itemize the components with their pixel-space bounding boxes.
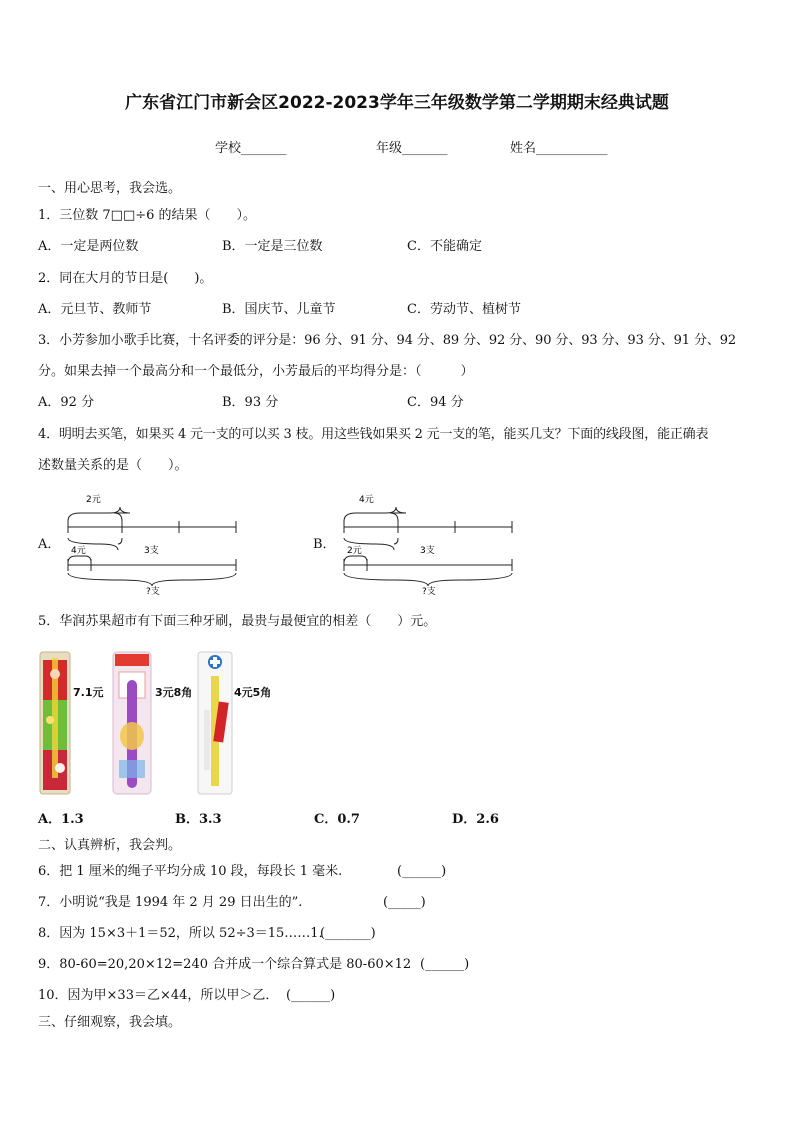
q9-text: 9．80-60=20,20×12=240 合并成一个综合算式是 80-60×12 bbox=[38, 957, 412, 972]
q3-text-line1: 3．小芳参加小歌手比赛，十名评委的评分是：96 分、91 分、94 分、89 分、92 分、90 分、93 分、93 分、91 分、92 bbox=[38, 333, 737, 348]
q7-text: 7．小明说“我是 1994 年 2 月 29 日出生的”. bbox=[38, 895, 303, 910]
q5-option-b: B．3.3 bbox=[175, 812, 222, 827]
q9-blank: (______) bbox=[420, 957, 470, 972]
diagram-a-top-label: 2元 bbox=[86, 495, 101, 505]
q4-option-a: A． bbox=[38, 537, 61, 552]
q5-option-c: C．0.7 bbox=[314, 812, 360, 827]
toothbrush-2-image bbox=[111, 650, 153, 796]
q8-blank: (_______) bbox=[320, 926, 376, 941]
price-1: 7.1元 bbox=[73, 686, 104, 699]
toothbrush-1-image bbox=[38, 650, 72, 796]
diagram-b-mid-label1: 2元 bbox=[347, 546, 362, 556]
q4-diagram-a bbox=[60, 490, 245, 598]
q2-option-c: C．劳动节、植树节 bbox=[407, 302, 521, 317]
q2-text: 2．同在大月的节日是( )。 bbox=[38, 271, 213, 286]
grade-field: 年级_______ bbox=[376, 141, 448, 156]
diagram-a-mid-label2: 3支 bbox=[144, 546, 159, 556]
diagram-b-bottom-label: ?支 bbox=[422, 587, 436, 597]
q6-blank: (______) bbox=[397, 864, 447, 879]
q2-option-a: A．元旦节、教师节 bbox=[38, 302, 152, 317]
section-2-heading: 二、认真辨析，我会判。 bbox=[38, 838, 182, 853]
q5-option-d: D．2.6 bbox=[452, 812, 499, 827]
q1-text: 1．三位数 7□□÷6 的结果（ ）。 bbox=[38, 208, 257, 223]
price-3: 4元5角 bbox=[234, 686, 272, 699]
q2-option-b: B．国庆节、儿童节 bbox=[222, 302, 336, 317]
section-1-heading: 一、用心思考，我会选。 bbox=[38, 181, 182, 196]
q1-option-c: C．不能确定 bbox=[407, 239, 482, 254]
q7-blank: (_____) bbox=[383, 895, 426, 910]
diagram-b-mid-label2: 3支 bbox=[420, 546, 435, 556]
q1-option-a: A．一定是两位数 bbox=[38, 239, 139, 254]
q3-option-b: B．93 分 bbox=[222, 395, 279, 410]
q10-blank: (______) bbox=[286, 988, 336, 1003]
q4-text-line1: 4．明明去买笔，如果买 4 元一支的可以买 3 枝。用这些钱如果买 2 元一支的笔，能买几支？下面的线段图，能正确表 bbox=[38, 427, 709, 442]
q4-diagram-b bbox=[336, 490, 521, 598]
school-field: 学校_______ bbox=[215, 141, 287, 156]
diagram-a-mid-label1: 4元 bbox=[71, 546, 86, 556]
diagram-a-bottom-label: ?支 bbox=[146, 587, 160, 597]
q6-text: 6．把 1 厘米的绳子平均分成 10 段，每段长 1 毫米. bbox=[38, 864, 343, 879]
diagram-b-top-label: 4元 bbox=[359, 495, 374, 505]
q10-text: 10．因为甲×33＝乙×44，所以甲＞乙． bbox=[38, 988, 279, 1003]
q5-text: 5．华润苏果超市有下面三种牙刷，最贵与最便宜的相差（ ）元。 bbox=[38, 614, 437, 629]
q3-text-line2: 分。如果去掉一个最高分和一个最低分，小芳最后的平均得分是：（ ） bbox=[38, 364, 474, 379]
q4-text-line2: 述数量关系的是（ ）。 bbox=[38, 458, 188, 473]
section-3-heading: 三、仔细观察，我会填。 bbox=[38, 1015, 182, 1030]
price-2: 3元8角 bbox=[155, 686, 193, 699]
q5-option-a: A．1.3 bbox=[38, 812, 84, 827]
toothbrush-3-image bbox=[196, 650, 234, 796]
q3-option-c: C．94 分 bbox=[407, 395, 464, 410]
q8-text: 8．因为 15×3＋1＝52，所以 52÷3＝15……1． bbox=[38, 926, 332, 941]
name-field: 姓名___________ bbox=[510, 141, 608, 156]
page-title: 广东省江门市新会区2022-2023学年三年级数学第二学期期末经典试题 bbox=[125, 93, 669, 113]
q4-option-b: B． bbox=[313, 537, 336, 552]
top-brace bbox=[68, 507, 130, 521]
q1-option-b: B．一定是三位数 bbox=[222, 239, 323, 254]
q3-option-a: A．92 分 bbox=[38, 395, 95, 410]
